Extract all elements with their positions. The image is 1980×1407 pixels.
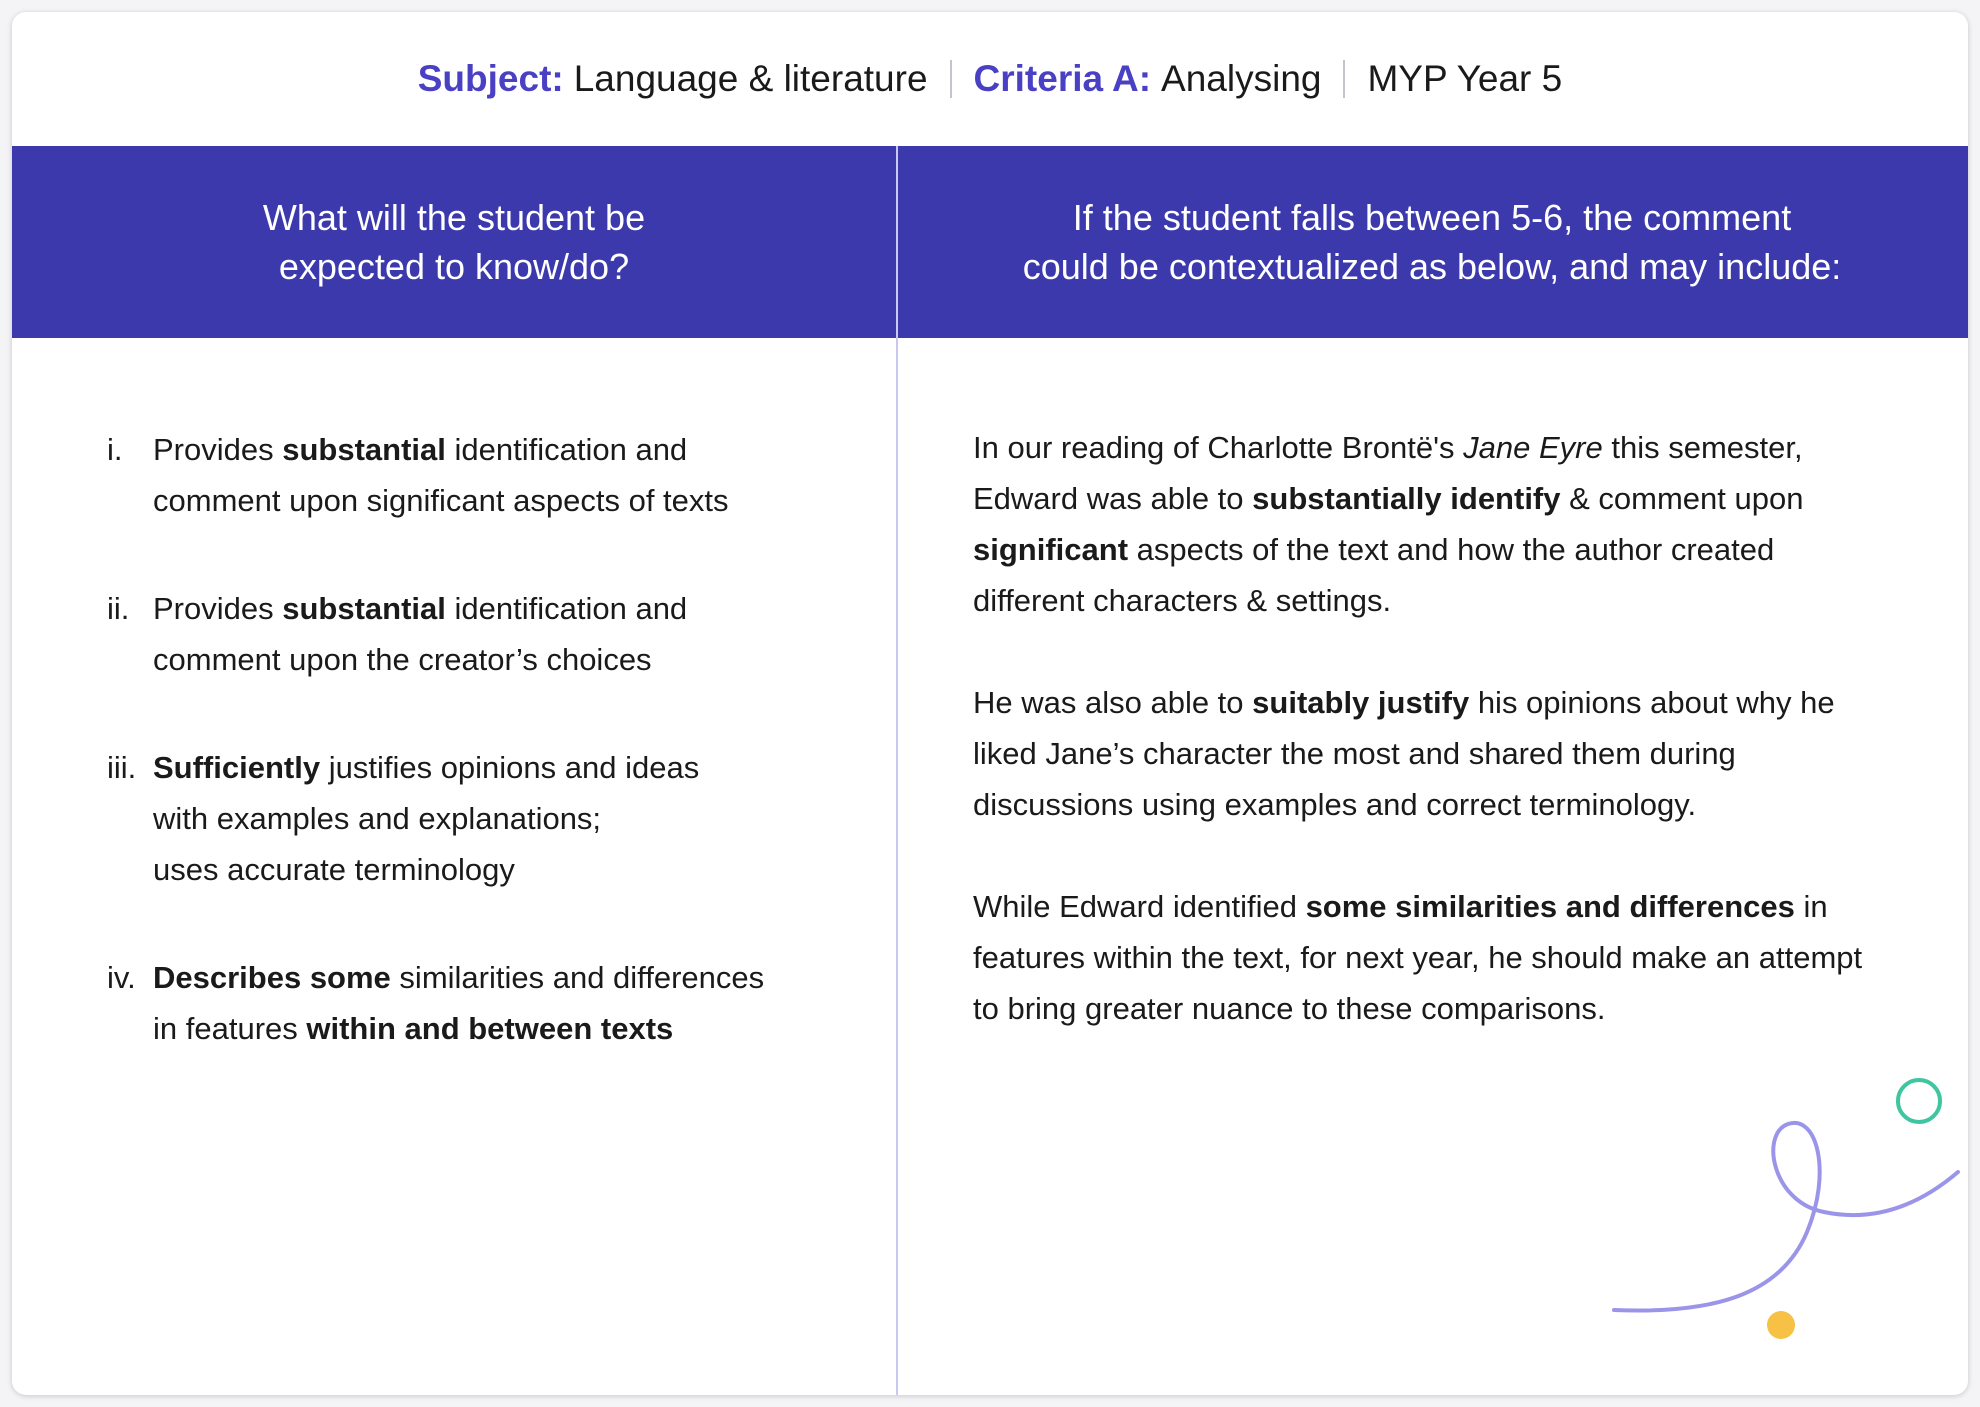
subject-value: Language & literature xyxy=(573,58,928,99)
bold-run: substantially identify xyxy=(1252,481,1561,516)
decorative-swirl-graphic xyxy=(12,12,1968,1395)
text-run: in features xyxy=(153,1011,307,1046)
text-run: comment upon significant aspects of texts xyxy=(153,483,729,518)
bold-run: significant xyxy=(973,532,1129,567)
swirl-line-decoration xyxy=(1614,1123,1958,1311)
criterion-number: ii. xyxy=(107,591,130,626)
bold-run: Sufficiently xyxy=(153,750,321,785)
text-run: He was also able to xyxy=(973,685,1253,720)
text-run: Provides xyxy=(153,432,283,467)
criterion-number: i. xyxy=(107,432,123,467)
subject-label: Subject: xyxy=(417,58,564,99)
bold-run: Describes some xyxy=(153,960,391,995)
book-title: Jane Eyre xyxy=(1463,430,1603,465)
text-run: comment upon the creator’s choices xyxy=(153,642,652,677)
column-header-line: could be contextualized as below, and may include: xyxy=(1022,246,1842,287)
text-run: his opinions about why he liked Jane’s character the most and shared them during discussions using examples and correct terminology. xyxy=(973,685,1835,822)
bold-run: some similarities and differences xyxy=(1305,889,1795,924)
text-run: Provides xyxy=(153,591,283,626)
criterion-number: iii. xyxy=(107,750,137,785)
ring-decoration xyxy=(1898,1080,1940,1122)
text-run: & comment upon xyxy=(1560,481,1804,516)
bold-run: within and between texts xyxy=(306,1011,674,1046)
text-run: similarities and differences xyxy=(390,960,765,995)
text-run: this semester, Edward was able to xyxy=(973,430,1803,516)
text-run: uses accurate terminology xyxy=(153,852,515,887)
dot-decoration xyxy=(1767,1311,1795,1339)
criteria-label: Criteria A: xyxy=(973,58,1152,99)
bold-run: suitably justify xyxy=(1252,685,1470,720)
text-run: identification and xyxy=(445,591,688,626)
text-run: justifies opinions and ideas xyxy=(320,750,700,785)
text-run: In our reading of Charlotte Brontë's xyxy=(973,430,1464,465)
bold-run: substantial xyxy=(282,591,446,626)
text-run: aspects of the text and how the author created different characters & settings. xyxy=(973,532,1775,618)
criterion-number: iv. xyxy=(107,960,136,995)
column-header-line: expected to know/do? xyxy=(278,246,630,287)
column-header-line: If the student falls between 5-6, the comment xyxy=(1072,197,1792,238)
rubric-card xyxy=(12,12,1968,1395)
column-header-line: What will the student be xyxy=(262,197,646,238)
text-run: While Edward identified xyxy=(973,889,1306,924)
text-run: in features within the text, for next year, he should make an attempt to bring greater nuance to these comparisons. xyxy=(973,889,1863,1026)
bold-run: substantial xyxy=(282,432,446,467)
text-run: with examples and explanations; xyxy=(153,801,602,836)
text-run: identification and xyxy=(445,432,688,467)
year-label: MYP Year 5 xyxy=(1367,58,1563,99)
criteria-value: Analysing xyxy=(1161,58,1322,99)
